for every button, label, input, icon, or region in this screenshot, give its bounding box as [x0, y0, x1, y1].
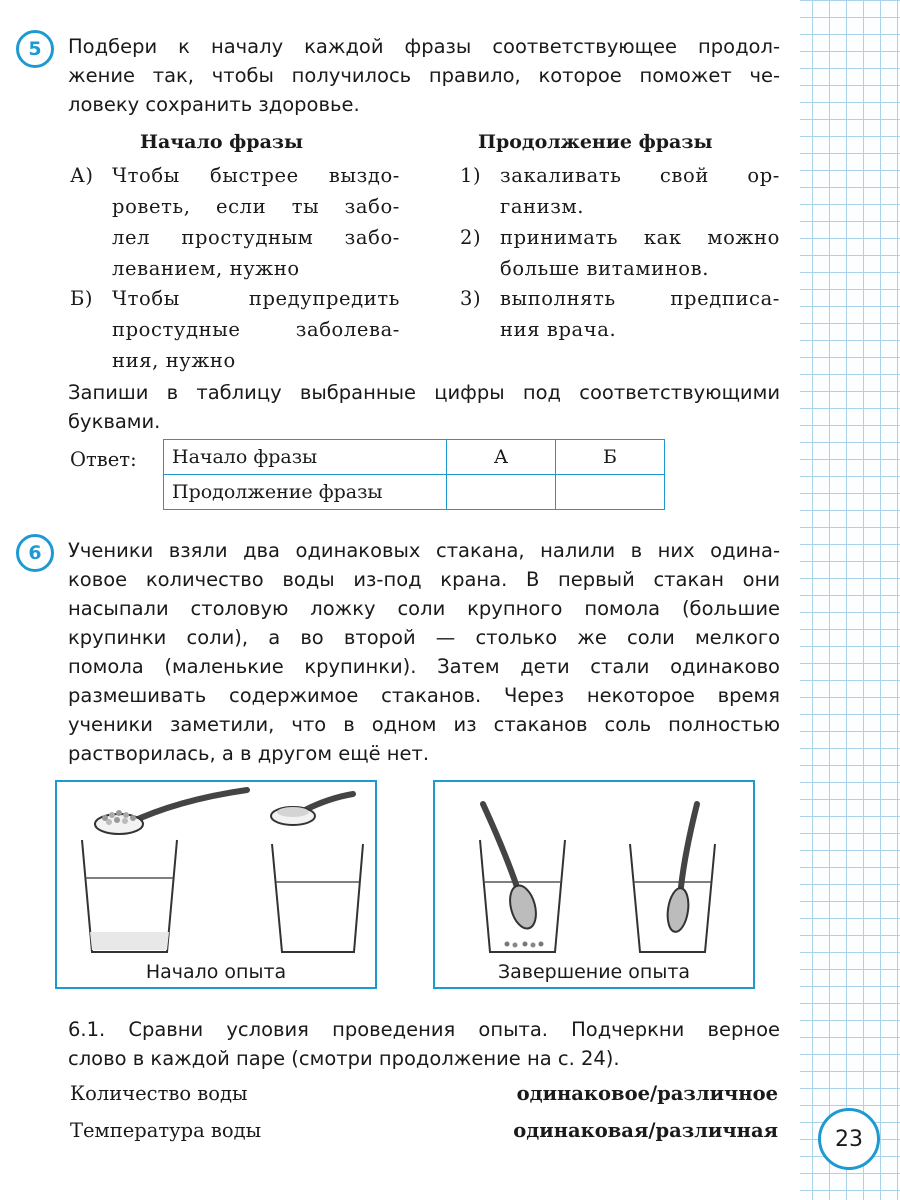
option-line: Чтобы предупредить [112, 287, 400, 310]
option-line: больше витаминов. [500, 257, 710, 280]
glasses-end-illustration [435, 782, 753, 987]
condition-choice-water-temperature[interactable]: одинаковая/различная [513, 1119, 778, 1142]
answer-table-row2-label: Продолжение фразы [164, 475, 447, 510]
figure-end-caption: Завершение опыта [497, 961, 691, 983]
task-5-intro-line: ловеку сохранить здоровье. [68, 93, 360, 116]
task-5-intro-line: Подбери к началу каждой фразы соответствующее продол- [68, 35, 780, 58]
task-6-text [68, 536, 780, 768]
task-6-line: размешивать содержимое стаканов. Через некоторое время [68, 684, 780, 707]
task-6-line: растворилась, а в другом ещё нет. [68, 742, 430, 765]
answer-table-col-b: Б [556, 440, 665, 475]
column-start-heading: Начало фразы [140, 131, 304, 153]
option-letter: 3) [460, 287, 482, 310]
condition-label-water-temperature: Температура воды [70, 1119, 262, 1142]
figure-experiment-start [55, 780, 377, 989]
option-line: лел простудным забо- [112, 226, 400, 249]
option-letter: 2) [460, 226, 482, 249]
option-line: закаливать свой ор- [500, 164, 780, 187]
option-line: ния, нужно [112, 349, 236, 372]
task-6-line: ковое количество воды из-под крана. В первый стакан они [68, 568, 780, 591]
figure-experiment-end [433, 780, 755, 989]
answer-table [163, 439, 665, 510]
instruction-line: Запиши в таблицу выбранные цифры под соответствующими [68, 381, 780, 404]
task-5-number: 5 [28, 38, 42, 60]
option-letter: Б) [70, 287, 94, 310]
figure-start-caption: Начало опыта [145, 961, 287, 983]
task-6-line: ученики заметили, что в одном из стаканов соль полностью [68, 713, 780, 736]
task-5-intro-line: жение так, чтобы получилось правило, которое поможет че- [68, 64, 780, 87]
option-line: принимать как можно [500, 226, 780, 249]
task-6-number: 6 [28, 542, 42, 564]
page-number-badge [818, 1108, 880, 1170]
condition-choice-water-amount[interactable]: одинаковое/различное [516, 1082, 778, 1105]
option-letter: А) [70, 164, 94, 187]
condition-label-water-amount: Количество воды [70, 1082, 248, 1105]
option-letter: 1) [460, 164, 482, 187]
answer-cell-a[interactable] [447, 475, 556, 510]
column-end-heading: Продолжение фразы [478, 131, 713, 153]
option-line: леванием, нужно [112, 257, 300, 280]
option-line: ганизм. [500, 195, 585, 218]
task-5-intro [68, 32, 780, 119]
page-number: 23 [835, 1126, 863, 1152]
task-6-line: Ученики взяли два одинаковых стакана, налили в них одина- [68, 539, 780, 562]
task-6-line: насыпали столовую ложку соли крупного помола (большие [68, 597, 780, 620]
option-line: роветь, если ты забо- [112, 195, 400, 218]
task-6-line: крупинки соли), а во второй — столько же соли мелкого [68, 626, 780, 649]
option-line: ния врача. [500, 318, 617, 341]
answer-table-row1-label: Начало фразы [164, 440, 447, 475]
option-line: выполнять предписа- [500, 287, 780, 310]
answer-cell-b[interactable] [556, 475, 665, 510]
task-6-line: помола (маленькие крупинки). Затем дети стали одинаково [68, 655, 780, 678]
option-line: простудные заболева- [112, 318, 400, 341]
instruction-line: буквами. [68, 410, 161, 433]
task-6-1-text [68, 1015, 780, 1073]
option-line: Чтобы быстрее выздо- [112, 164, 400, 187]
answer-label: Ответ: [70, 448, 137, 471]
task-5-instruction [68, 378, 780, 436]
graph-paper-margin [795, 0, 900, 1200]
task-6-1-line: 6.1. Сравни условия проведения опыта. Подчеркни верное [68, 1018, 780, 1041]
glasses-start-illustration [57, 782, 375, 987]
task-6-1-line: слово в каждой паре (смотри продолжение на с. 24). [68, 1047, 620, 1070]
answer-table-col-a: А [447, 440, 556, 475]
task-6-number-badge [16, 534, 54, 572]
task-5-number-badge [16, 30, 54, 68]
